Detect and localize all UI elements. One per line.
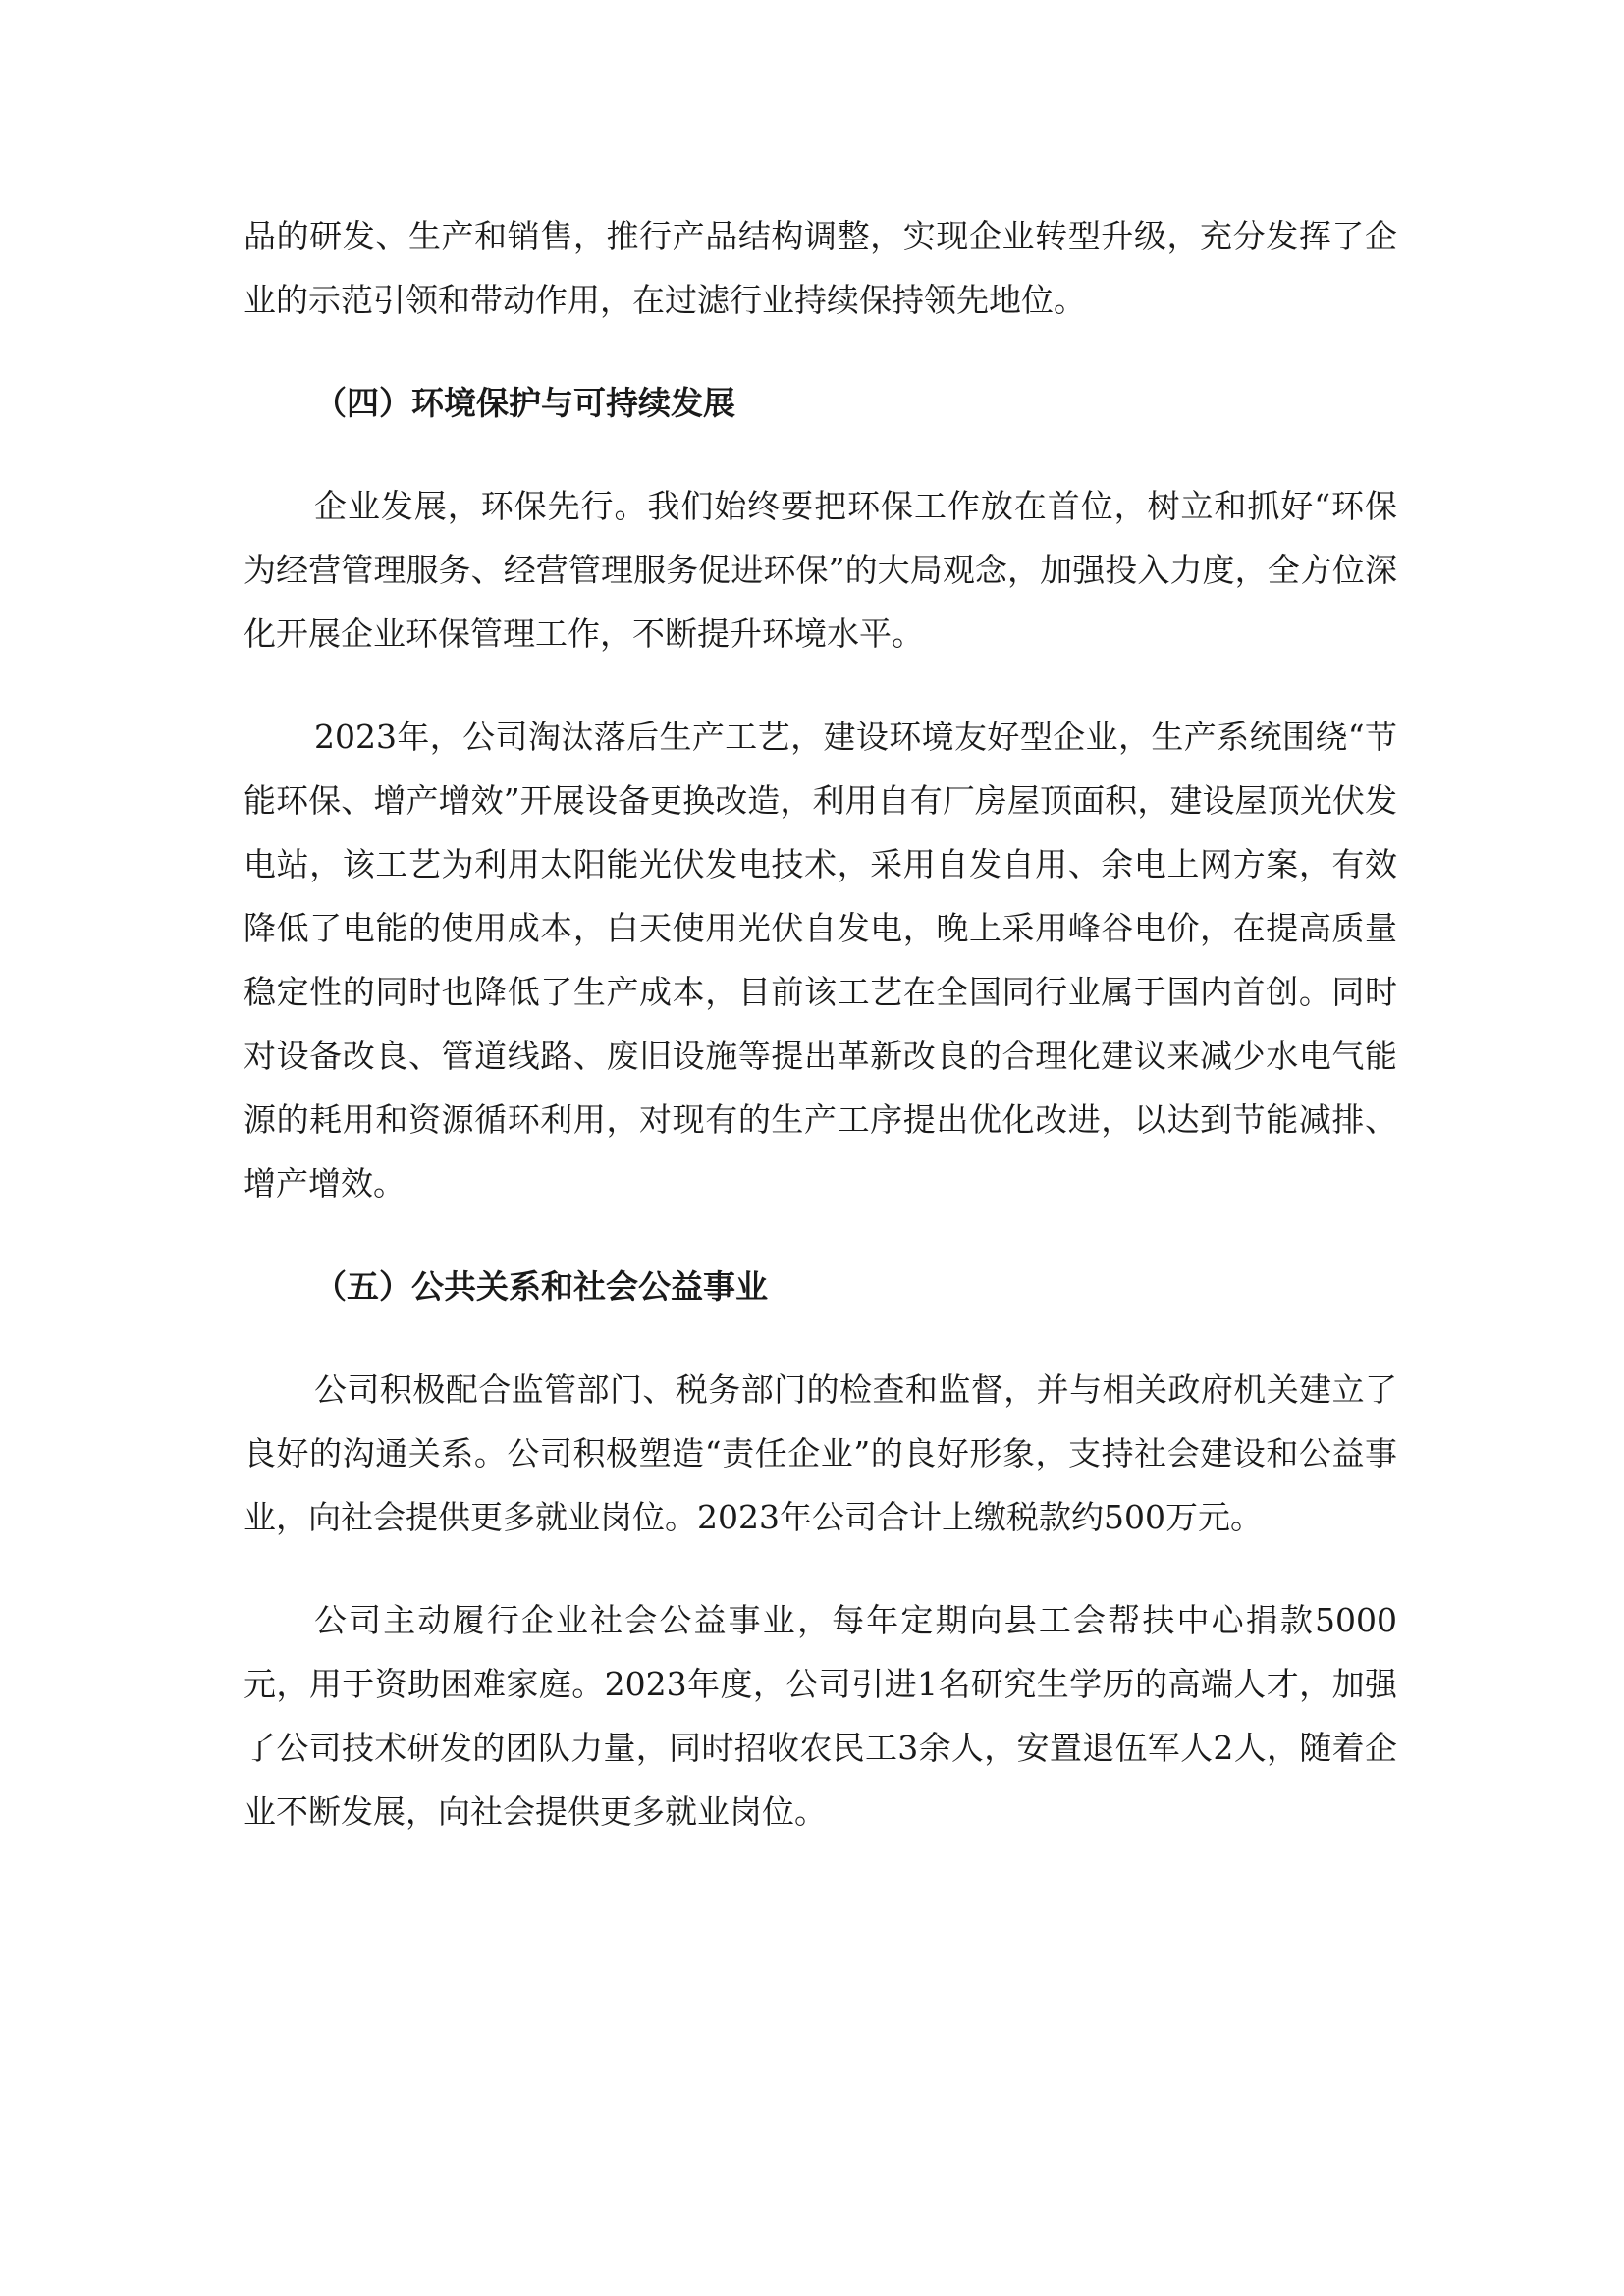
section-heading-public-relations: （五）公共关系和社会公益事业 <box>314 1267 768 1306</box>
paragraph-environment-2023: 2023年，公司淘汰落后生产工艺，建设环境友好型企业，生产系统围绕“节能环保、增产增效”开展设备更换改造，利用自有厂房屋顶面积，建设屋顶光伏发电站，该工艺为利用太阳能光伏发电技术，采用自发自用、余电上网方案，有效降低了电能的使用成本，白天使用光伏自发电，晚上采用峰谷电价，在提高质量稳定性的同时也降低了生产成本，目前该工艺在全国同行业属于国内首创。同时对设备改良、管道线路、废旧设施等提出革新改良的合理化建议来减少水电气能源的耗用和资源循环利用，对现有的生产工序提出优化改进，以达到节能减排、增产增效。 <box>244 718 1397 1202</box>
continued-paragraph: 品的研发、生产和销售，推行产品结构调整，实现企业转型升级，充分发挥了企业的示范引领和带动作用，在过滤行业持续保持领先地位。 <box>244 217 1397 319</box>
document-body <box>244 204 1397 1883</box>
paragraph-environment-policy: 企业发展，环保先行。我们始终要把环保工作放在首位，树立和抓好“环保为经营管理服务、经营管理服务促进环保”的大局观念，加强投入力度，全方位深化开展企业环保管理工作，不断提升环境水平。 <box>244 487 1397 653</box>
paragraph-charity: 公司主动履行企业社会公益事业，每年定期向县工会帮扶中心捐款5000元，用于资助困难家庭。2023年度，公司引进1名研究生学历的高端人才，加强了公司技术研发的团队力量，同时招收农民工3余人，安置退伍军人2人，随着企业不断发展，向社会提供更多就业岗位。 <box>244 1601 1397 1831</box>
section-heading-environment: （四）环境保护与可持续发展 <box>314 384 735 422</box>
paragraph-public-relations: 公司积极配合监管部门、税务部门的检查和监督，并与相关政府机关建立了良好的沟通关系。公司积极塑造“责任企业”的良好形象，支持社会建设和公益事业，向社会提供更多就业岗位。2023年公司合计上缴税款约500万元。 <box>244 1370 1397 1536</box>
